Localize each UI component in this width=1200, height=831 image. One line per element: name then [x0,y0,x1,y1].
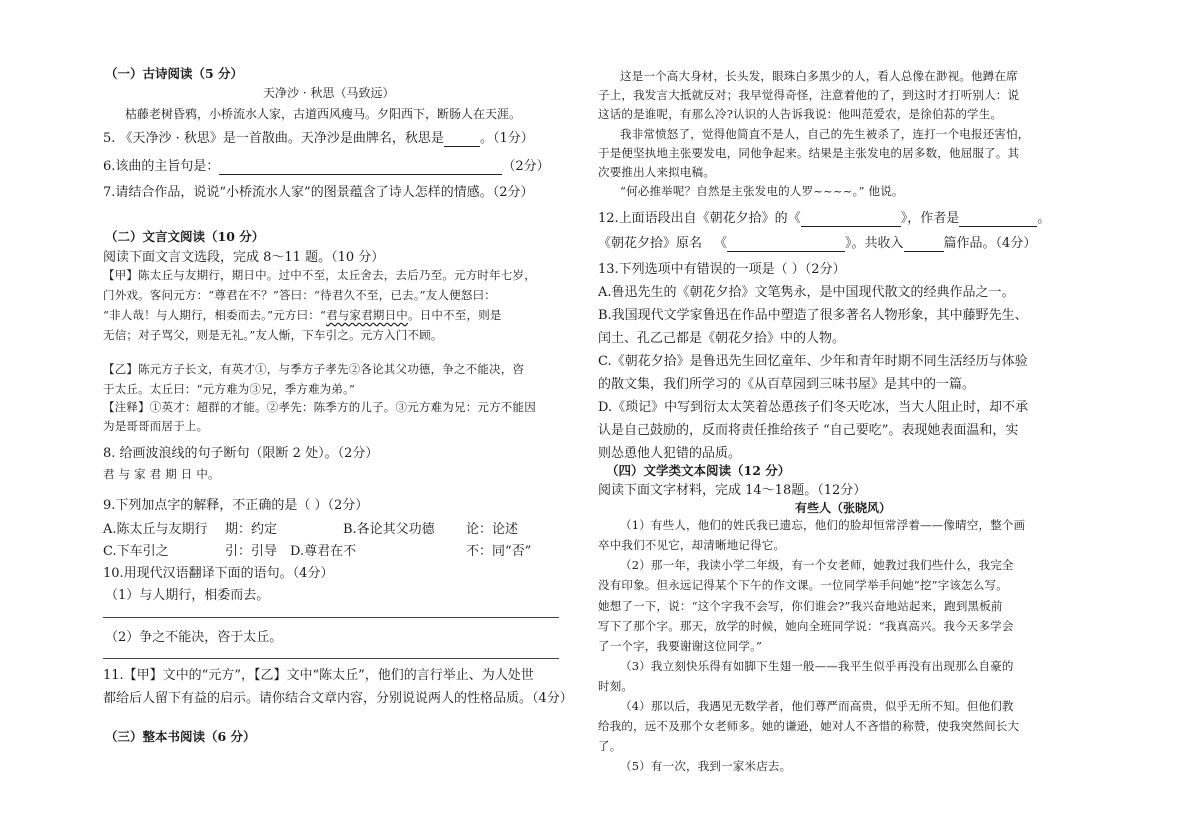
q13-option-a: A.鲁迅先生的《朝花夕拾》文笔隽永，是中国现代散文的经典作品之一。 [598,285,1015,300]
note-line-2: 为是哥哥而居于上。 [103,419,209,433]
jia-line-3-end: 。日中不至，则是 [408,308,502,322]
jia-line-3-start: “非人哉！与人期行，相委而去。”元方曰：“ [103,308,327,322]
q9-option-c-meaning: 引：引导 [225,544,278,559]
section-2-title: （二）文言文阅读（10 分） [105,229,265,244]
jia-line-1: 【甲】陈太丘与友期行，期日中。过中不至，太丘舍去，去后乃至。元方时年七岁， [103,268,536,282]
q6-text: 6.该曲的主旨句是： [103,159,220,174]
q6-answer-blank[interactable] [219,159,502,175]
text-title: 有些人（张晓风） [795,501,892,515]
q5-text: 5. 《天净沙 · 秋思》是一首散曲。天净沙是曲牌名，秋思是 [103,131,444,146]
text-para-1-line-2: 卒中我们不见它，却清晰地记得它。 [598,538,786,552]
question-10: 10.用现代汉语翻译下面的语句。（4分） [103,566,334,581]
question-8: 8. 给画波浪线的句子断句（限断 2 处）。（2分） [103,446,379,461]
q5-score: 。（1分） [479,131,534,146]
excerpt-p1-line-2: 子上，我发言大抵就反对；我早觉得奇怪，注意着他的了，到这时才打听别人：说 [598,88,1020,102]
text-para-2-line-3: 她想了一下，说：“这个字我不会写，你们谁会?”我兴奋地站起来，跑到黑板前 [598,599,1003,613]
text-para-1-line-1: （1）有些人，他们的姓氏我已遗忘，他们的脸却恒常浮着——像晴空，整个画 [620,518,1026,532]
excerpt-p2-line-2: 于是便坚执地主张要发电，同他争起来。结果是主张发电的居多数，他屈服了。其 [598,146,1020,160]
q13-option-d-line-2: 认是自己鼓励的，反而将责任推给孩子 “自己要吃”。表现她表面温和，实 [598,423,1019,438]
q9-option-b-meaning: 论：论述 [466,522,519,537]
q10-item-1: （1）与人期行，相委而去。 [105,588,270,603]
jia-line-3 [103,307,502,323]
text-para-4-line-3: 了。 [598,739,622,753]
question-9: 9.下列加点字的解释，不正确的是（ ）（2分） [103,498,369,513]
q9-option-a: A.陈太丘与友期行 [103,522,208,537]
section-3-title: （三）整本书阅读（6 分） [105,729,256,744]
section-4-title: （四）文学类文本阅读（12 分） [606,463,791,478]
jia-line-2: 门外戏。客问元方：“尊君在不？”答曰：“待君久不至，已去。”友人便怒曰： [103,288,496,302]
q12-original-name-text: 《朝花夕拾》原名 [598,236,703,251]
q9-option-d: D.尊君在不 [290,544,357,559]
text-para-2-line-5: 了一个字，我要谢谢这位同学。” [598,639,763,653]
poem-title: 天净沙 · 秋思（马致远） [263,86,395,100]
q8-sentence: 君 与 家 君 期 日 中。 [103,467,220,481]
q12-period: 。 [1037,211,1051,226]
q12-score: 篇作品。（4分） [943,236,1037,251]
q12-author-blank[interactable] [959,211,1037,227]
question-6 [103,155,550,175]
q5-answer-blank[interactable] [444,131,480,147]
text-para-3-line-1: （3）我立刻快乐得有如脚下生翅一般——我平生似乎再没有出现那么自豪的 [620,659,1014,673]
question-12-line-1 [598,207,1050,227]
question-13: 13.下列选项中有错误的一项是（ ）（2分） [598,262,846,277]
question-5 [103,127,534,147]
poem-body: 枯藤老树昏鸦，小桥流水人家，古道西风瘦马。夕阳西下，断肠人在天涯。 [125,107,522,121]
q10-item-2: （2）争之不能决，咨于太丘。 [105,630,283,645]
note-line-1: 【注释】①英才：超群的才能。②孝先：陈季方的儿子。③元方难为兄：元方不能因 [103,400,536,414]
jia-line-4: 无信；对子骂父，则是无礼。”友人惭，下车引之。元方入门不顾。 [103,328,443,342]
q10-answer-line-2[interactable] [103,658,559,659]
q13-option-c-line-1: C.《朝花夕拾》是鲁迅先生回忆童年、少年和青年时期不同生活经历与体验 [598,354,1028,369]
q9-option-c: C.下车引之 [103,544,169,559]
excerpt-p1-line-3: 这话的是谁呢，有那么冷?认识的人告诉我说：他叫范爱农，是徐伯荪的学生。 [598,107,1003,121]
q12-open-bracket-2: 《 [714,236,728,251]
question-12-line-2 [598,232,1036,252]
excerpt-p2-line-1: 我非常愤怒了，觉得他简直不是人，自己的先生被杀了，连打一个电报还害怕， [620,127,1030,141]
section-2-intro: 阅读下面文言文选段，完成 8～11 题。（10 分） [103,250,385,265]
excerpt-p1-line-1: 这是一个高大身材，长头发，眼珠白多黑少的人，看人总像在渺视。他蹲在席 [620,69,1018,83]
text-para-2-line-4: 写下了那个字。那天，放学的时候，她向全班同学说：“我真高兴。我今天多学会 [598,619,1014,633]
section-4-intro: 阅读下面文字材料，完成 14～18题。（12分） [598,483,867,498]
q13-option-b-line-1: B.我国现代文学家鲁迅在作品中塑造了很多著名人物形象，其中藤野先生、 [598,308,1028,323]
q13-option-d-line-1: D.《琐记》中写到衍太太笑着怂恿孩子们冬天吃冰，当大人阻止时，却不承 [598,400,1029,415]
q10-answer-line-1[interactable] [103,617,559,618]
q12-text: 12.上面语段出自《朝花夕拾》的 [598,211,788,226]
text-para-3-line-2: 时刻。 [598,679,634,693]
q12-count-text: 》。共收入 [845,236,904,251]
text-para-4-line-2: 给我的，远不及那个女老师多。她的谦逊，她对人不吝惜的称赞，使我突然间长大 [598,719,1020,733]
q9-option-b: B.各论其父功德 [343,522,435,537]
q12-author-text: 》，作者是 [900,211,960,226]
text-para-5: （5）有一次，我到一家米店去。 [620,759,792,773]
text-para-2-line-1: （2）那一年，我读小学二年级，有一个女老师，她教过我们些什么，我完全 [620,558,1014,572]
q13-option-d-line-3: 则怂恿他人犯错的品质。 [598,446,742,461]
yi-line-1: 【乙】陈元方子长文，有英才①，与季方子孝先②各论其父功德，争之不能决，咨 [103,362,525,376]
q12-chapter-blank[interactable] [801,211,901,227]
q13-option-c-line-2: 的散文集，我们所学习的《从百草园到三味书屋》是其中的一篇。 [598,377,976,392]
text-para-2-line-2: 没有印象。但永远记得某个下午的作文课。一位同学举手问她“挖”字该怎么写。 [598,578,1008,592]
q9-option-d-meaning: 不：同“否” [466,544,532,559]
question-11-line-2: 都给后人留下有益的启示。请你结合文章内容，分别说说两人的性格品质。（4分） [103,691,573,706]
excerpt-p3: “何必推举呢？自然是主张发电的人罗~~~~。” 他说。 [620,184,904,198]
q9-option-a-meaning: 期：约定 [225,522,278,537]
q12-open-bracket: 《 [787,211,801,226]
yi-line-2: 于太丘。太丘曰：“元方难为③兄，季方难为弟。” [103,382,356,396]
q13-option-b-line-2: 闰土、孔乙己都是《朝花夕拾》中的人物。 [598,331,846,346]
excerpt-p2-line-3: 次要推出人来拟电稿。 [598,165,715,179]
text-para-4-line-1: （4）那以后，我遇见无数学者，他们尊严而高贵，似乎无所不知。但他们教 [620,699,1014,713]
section-1-title: （一）古诗阅读（5 分） [105,66,244,81]
q12-count-blank[interactable] [904,236,944,252]
question-11-line-1: 11.【甲】文中的“元方”，【乙】文中“陈太丘”，他们的言行举止、为人处世 [103,668,534,683]
wavy-underlined-sentence: 君与家君期日中 [326,308,408,322]
q6-score: （2分） [502,159,550,174]
q12-original-name-blank[interactable] [727,236,845,252]
question-7: 7.请结合作品，说说“小桥流水人家”的图景蕴含了诗人怎样的情感。（2分） [103,185,534,200]
